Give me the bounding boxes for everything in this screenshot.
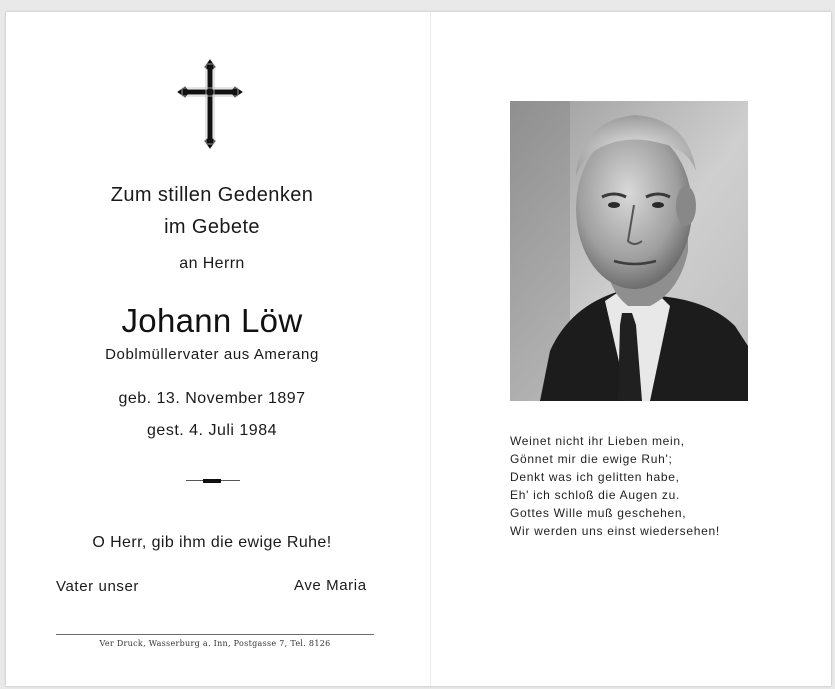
birth-date: geb. 13. November 1897 [118,390,306,407]
salutation: an Herrn [179,255,245,272]
latin-cross-icon [176,58,244,150]
prayer-ave-maria: Ave Maria [294,577,367,594]
memorial-poem [510,432,810,540]
poem-line: Denkt was ich gelitten habe, [510,470,680,484]
printer-imprint: Ver Druck, Wasserburg a. Inn, Postgasse 7, Tel. 8126 [99,639,331,648]
poem-line: Eh' ich schloß die Augen zu. [510,488,680,502]
heading-line-1: Zum stillen Gedenken [110,184,314,206]
poem-line: Wir werden uns einst wiedersehen! [510,524,720,538]
ornament-divider [186,478,240,484]
poem-line: Weinet nicht ihr Lieben mein, [510,434,685,448]
left-panel [6,12,430,686]
poem-line: Gönnet mir die ewige Ruh'; [510,452,673,466]
deceased-name: Johann Löw [121,302,303,339]
poem-line: Gottes Wille muß geschehen, [510,506,687,520]
memorial-card [6,12,831,686]
deceased-subtitle: Doblmüllervater aus Amerang [105,346,319,363]
footer-rule [56,634,374,635]
prayer-vater-unser: Vater unser [56,578,140,595]
death-date: gest. 4. Juli 1984 [147,422,277,439]
prayer-line: O Herr, gib ihm die ewige Ruhe! [92,534,332,551]
right-panel [431,12,831,686]
heading-line-2: im Gebete [164,216,260,238]
divider-dash [203,479,221,483]
portrait-photo [510,101,748,401]
heading [6,179,418,243]
